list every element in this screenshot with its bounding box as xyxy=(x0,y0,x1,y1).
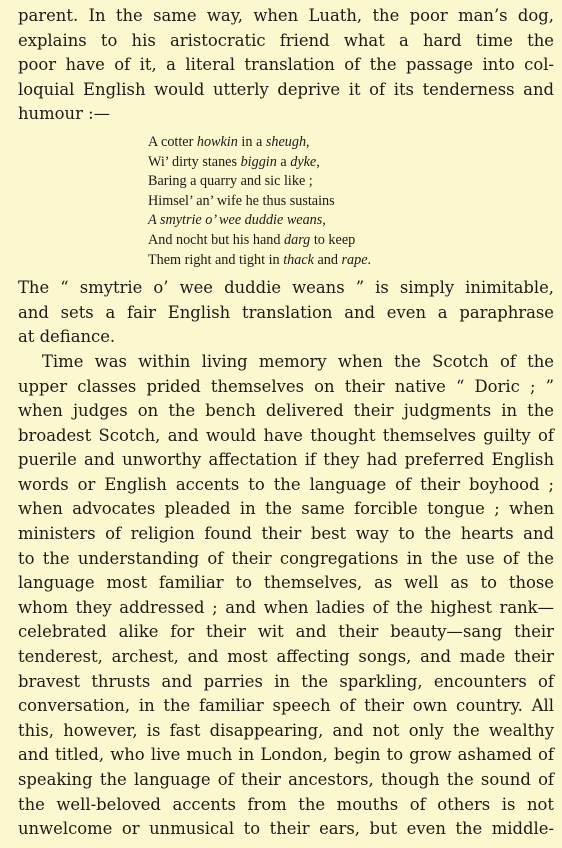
text-line: and sets a fair English translation and even a paraphrase xyxy=(18,302,554,322)
text-line: upper classes prided themselves on their native “ Doric ; ” xyxy=(18,376,554,396)
verse-line: And nocht but his hand darg to keep xyxy=(148,231,356,248)
text-line: speaking the language of their ancestors, though the sound of xyxy=(18,770,554,789)
text-line: at defiance. xyxy=(18,327,116,347)
text-line: The “ smytrie o’ wee duddie weans ” is simply inimitable, xyxy=(18,278,554,298)
text-line: conversation, in the familiar speech of their own country. All xyxy=(18,696,554,716)
text-line: when advocates pleaded in the same forcible tongue ; when xyxy=(18,499,554,519)
verse-line: Himsel’ an’ wife he thus sustains xyxy=(148,192,335,209)
italic-word: dyke xyxy=(290,153,317,170)
italic-word: rape xyxy=(341,251,368,268)
paragraph-smytrie xyxy=(18,276,554,350)
text-line: ministers of religion found their best way to the hearts and xyxy=(18,524,554,544)
text-line: broadest Scotch, and would have thought themselves guilty of xyxy=(18,425,554,445)
italic-word: sheugh xyxy=(265,133,307,150)
text-line: puerile and unworthy affectation if they had preferred English xyxy=(18,450,554,470)
verse-line: Them right and tight in thack and rape. xyxy=(148,251,372,268)
text-line: unwelcome or unmusical to their ears, but even the middle- xyxy=(18,819,554,839)
text-line: this, however, is fast disappearing, and not only the wealthy xyxy=(18,720,554,740)
text-line: tenderest, archest, and most affecting songs, and made their xyxy=(18,647,554,667)
italic-phrase: A smytrie o’ wee duddie weans, xyxy=(148,212,326,229)
italic-word: darg xyxy=(284,231,311,248)
text-line: language most familiar to themselves, as well as to those xyxy=(18,573,554,593)
text-line: Time was within living memory when the Scotch of the xyxy=(42,351,554,371)
text-line: celebrated alike for their wit and their beauty—sang their xyxy=(18,622,554,642)
italic-word: thack xyxy=(283,251,314,268)
text-line: words or English accents to the language of their boyhood ; xyxy=(18,474,554,494)
verse-quotation xyxy=(148,133,554,270)
paragraph-luath xyxy=(18,4,554,127)
verse-line: A cotter howkin in a sheugh, xyxy=(148,133,310,150)
verse-line: Baring a quarry and sic like ; xyxy=(148,173,313,190)
italic-word: howkin xyxy=(196,133,238,150)
text-line: and titled, who live much in London, begin to grow ashamed of xyxy=(18,745,554,765)
verse-line: Wi’ dirty stanes biggin a dyke, xyxy=(148,153,320,170)
text-line: poor have of it, a literal translation of the passage into col- xyxy=(18,55,554,75)
text-line: the well-beloved accents from the mouths of others is not xyxy=(18,794,554,814)
text-line: when judges on the bench delivered their judgments in the xyxy=(18,401,554,421)
text-line: parent. In the same way, when Luath, the poor man’s dog, xyxy=(18,6,554,25)
text-line: loquial English would utterly deprive it of its tenderness and xyxy=(18,79,554,99)
text-line: whom they addressed ; and when ladies of the highest rank— xyxy=(18,597,554,617)
text-line: to the understanding of their congregations in the use of the xyxy=(18,548,554,568)
text-line: humour :— xyxy=(18,104,111,124)
text-line: explains to his aristocratic friend what a hard time the xyxy=(18,30,554,50)
verse-line xyxy=(148,211,554,231)
paragraph-time-was xyxy=(18,350,554,842)
italic-word: biggin xyxy=(240,153,277,170)
text-line: bravest thrusts and parries in the sparkling, encounters of xyxy=(18,671,554,691)
